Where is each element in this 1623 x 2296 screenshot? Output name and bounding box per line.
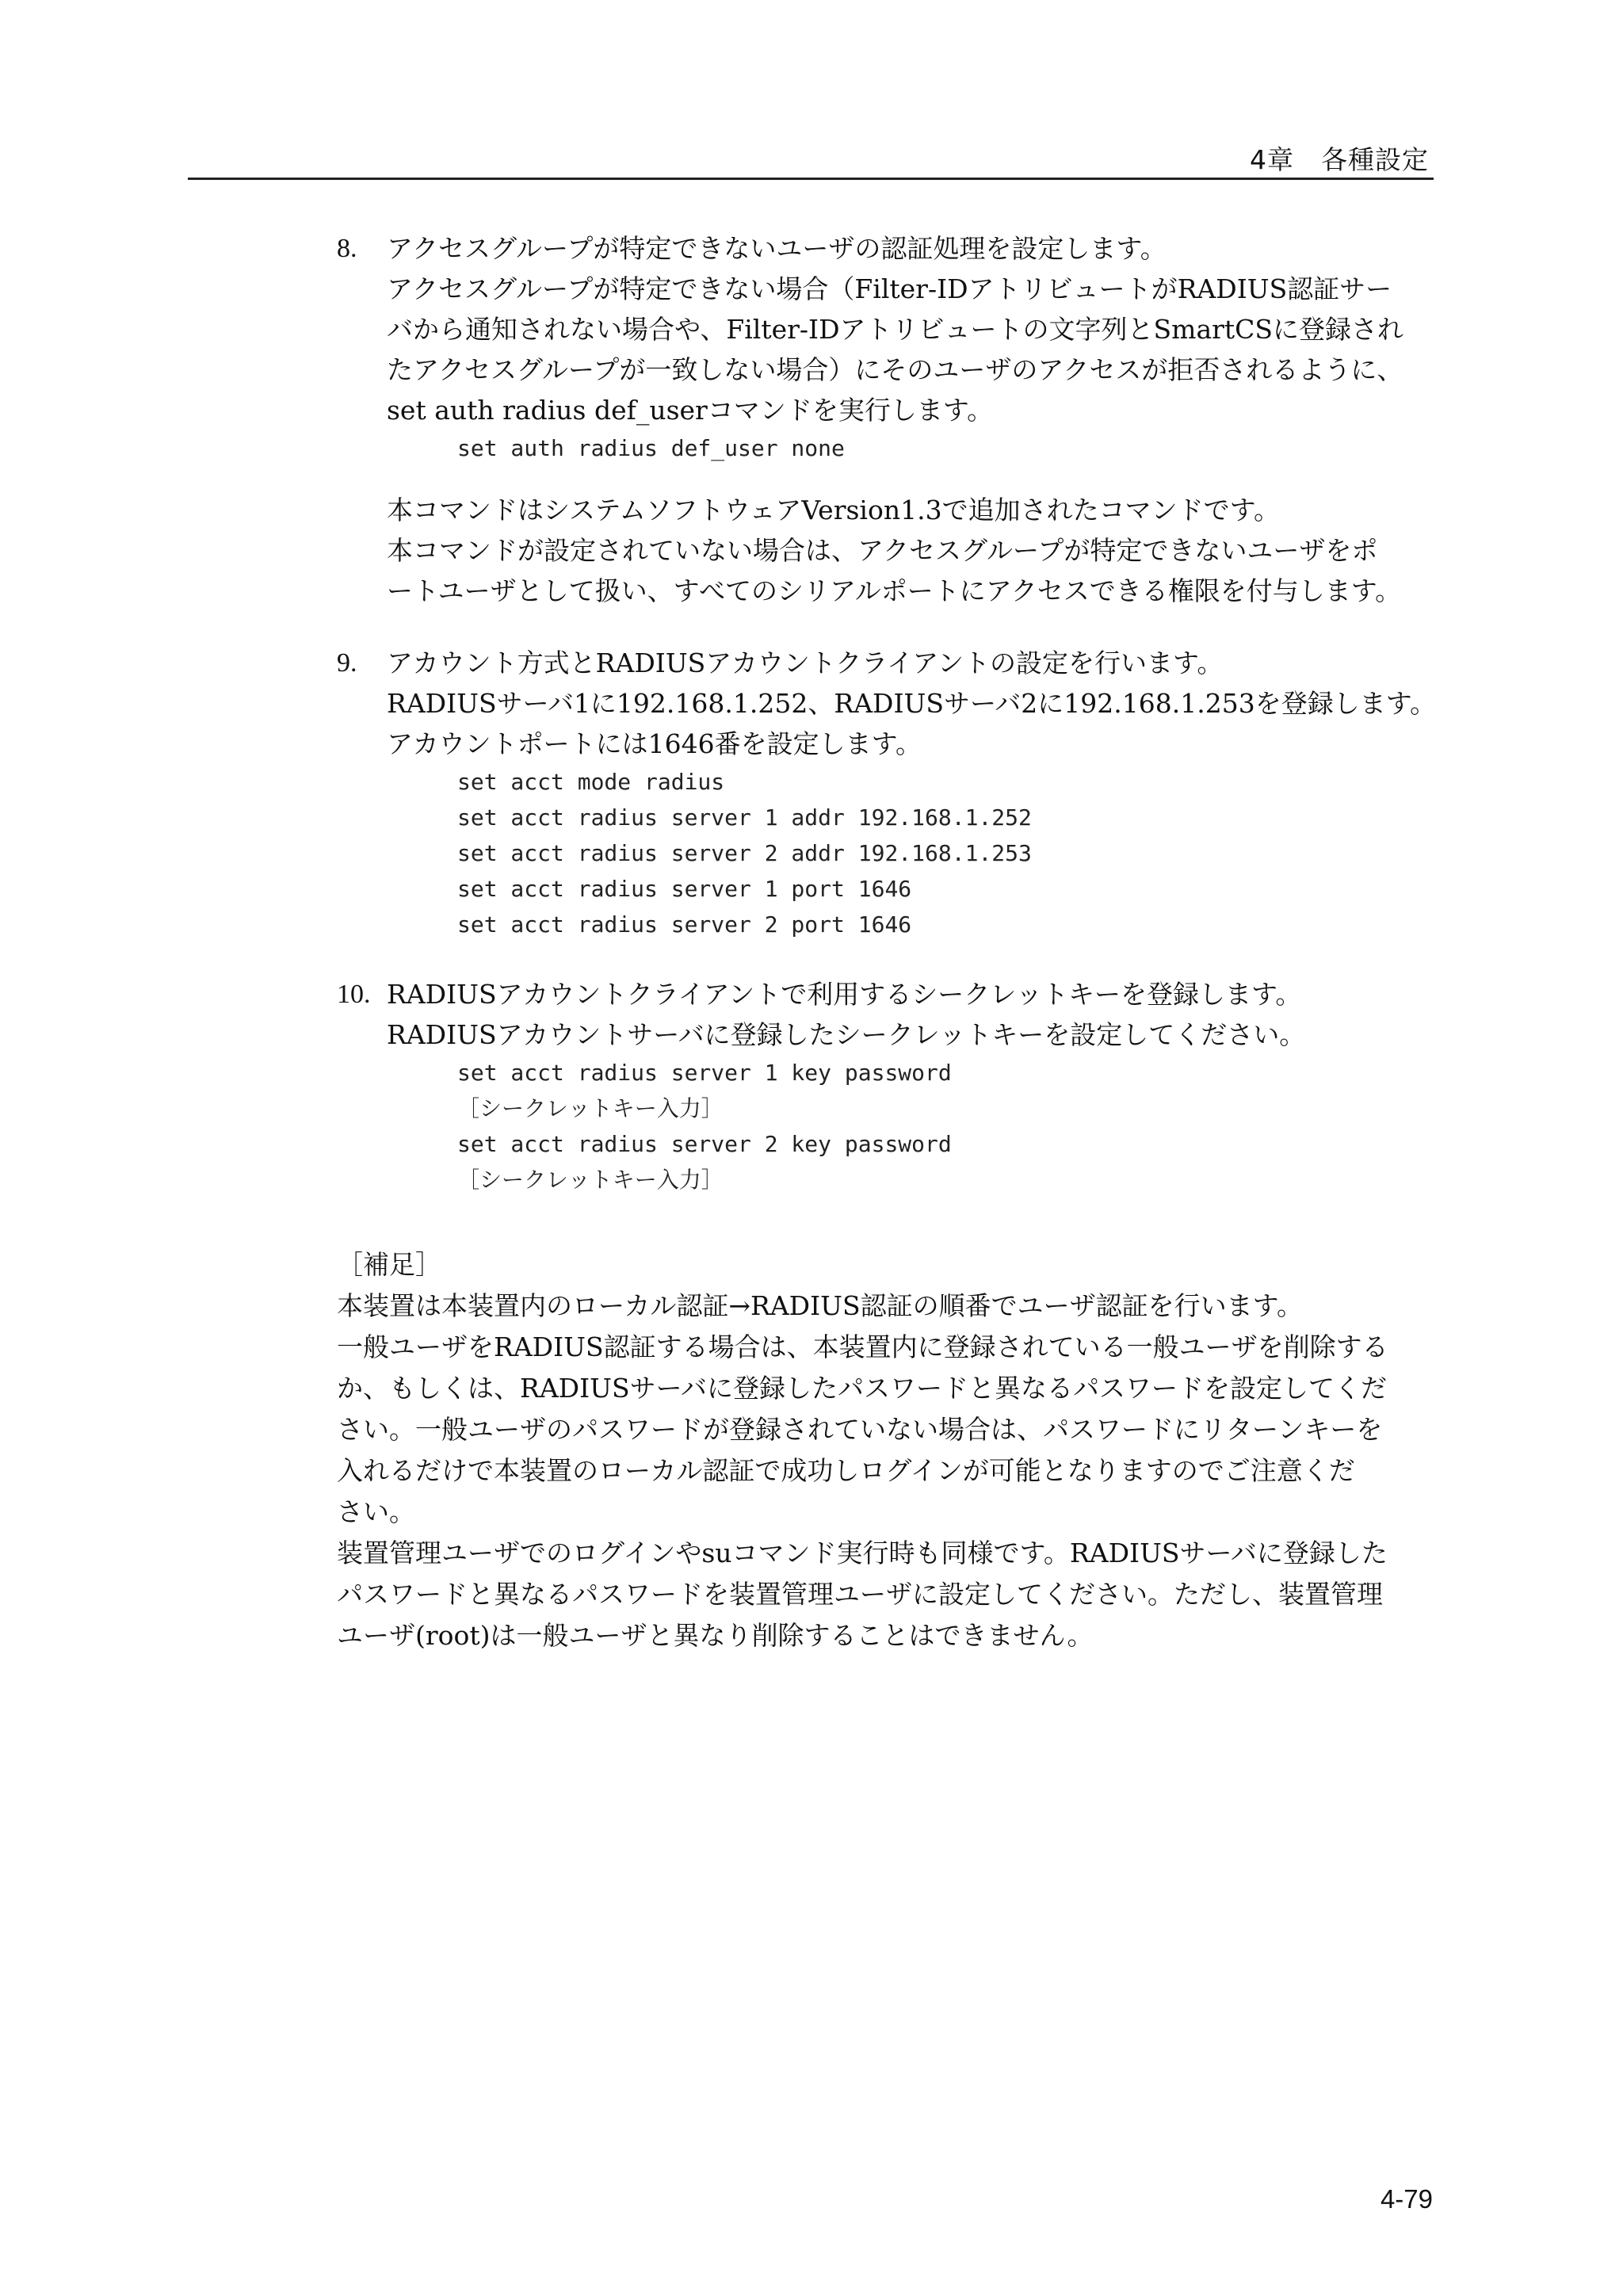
command-line: set acct mode radius <box>457 769 725 795</box>
step-text-line: バから通知されない場合や、Filter-IDアトリビュートの文字列とSmartCSに登録され <box>387 314 1404 345</box>
supplement-line: 装置管理ユーザでのログインやsuコマンド実行時も同様です。RADIUSサーバに登録した <box>337 1538 1388 1568</box>
step-number: 10. <box>337 980 371 1009</box>
chapter-header: 4章 各種設定 <box>1250 144 1429 175</box>
supplement-line: パスワードと異なるパスワードを装置管理ユーザに設定してください。ただし、装置管理 <box>337 1579 1383 1610</box>
header-divider <box>188 178 1434 180</box>
command-line: set acct radius server 1 addr 192.168.1.252 <box>457 804 1032 831</box>
step-text-line: RADIUSアカウントサーバに登録したシークレットキーを設定してください。 <box>387 1019 1306 1050</box>
command-line: set acct radius server 2 addr 192.168.1.253 <box>457 840 1032 866</box>
note-line: 本コマンドはシステムソフトウェアVersion1.3で追加されたコマンドです。 <box>387 495 1280 525</box>
supplement-section <box>337 1244 1446 1656</box>
step-number: 9. <box>337 648 357 678</box>
command-line: set auth radius def_user none <box>457 435 845 461</box>
supplement-line: 本装置は本装置内のローカル認証→RADIUS認証の順番でユーザ認証を行います。 <box>337 1290 1303 1321</box>
step-text-line: アカウントポートには1646番を設定します。 <box>387 728 922 759</box>
step-text-line: RADIUSサーバ1に192.168.1.252、RADIUSサーバ2に192.168.1.253を登録します。 <box>387 688 1437 719</box>
step-text-line: RADIUSアカウントクライアントで利用するシークレットキーを登録します。 <box>387 979 1302 1010</box>
supplement-line: か、もしくは、RADIUSサーバに登録したパスワードと異なるパスワードを設定してくだ <box>337 1373 1387 1404</box>
command-line: set acct radius server 1 key password <box>457 1060 952 1086</box>
note-line: 本コマンドが設定されていない場合は、アクセスグループが特定できないユーザをポ <box>387 535 1378 566</box>
supplement-line: 一般ユーザをRADIUS認証する場合は、本装置内に登録されている一般ユーザを削除する <box>337 1331 1388 1362</box>
step-text-line: たアクセスグループが一致しない場合）にそのユーザのアクセスが拒否されるように、 <box>387 354 1403 385</box>
step-text-line: set auth radius def_userコマンドを実行します。 <box>387 395 994 426</box>
supplement-heading: ［補足］ <box>337 1249 441 1280</box>
supplement-line: さい。一般ユーザのパスワードが登録されていない場合は、パスワードにリターンキーを <box>337 1414 1383 1445</box>
step-9 <box>337 643 1446 942</box>
supplement-line: ユーザ(root)は一般ユーザと異なり削除することはできません。 <box>337 1620 1094 1651</box>
step-number: 8. <box>337 234 357 263</box>
main-content <box>337 228 1446 1198</box>
step-text-line: アカウント方式とRADIUSアカウントクライアントの設定を行います。 <box>387 648 1224 678</box>
supplement-line: 入れるだけで本装置のローカル認証で成功しログインが可能となりますのでご注意くだ <box>337 1455 1355 1486</box>
command-line: set acct radius server 2 key password <box>457 1131 952 1157</box>
command-line: set acct radius server 1 port 1646 <box>457 876 912 902</box>
step-8 <box>337 228 1446 611</box>
command-line: ［シークレットキー入力］ <box>457 1095 724 1121</box>
step-text-line: アクセスグループが特定できないユーザの認証処理を設定します。 <box>387 233 1167 264</box>
step-text-line: アクセスグループが特定できない場合（Filter-IDアトリビュートがRADIUS認証サー <box>387 273 1392 304</box>
note-line: ートユーザとして扱い、すべてのシリアルポートにアクセスできる権限を付与します。 <box>387 575 1402 606</box>
command-line: ［シークレットキー入力］ <box>457 1167 724 1193</box>
step-10 <box>337 974 1446 1198</box>
supplement-line: さい。 <box>337 1496 415 1527</box>
page-number: 4-79 <box>1380 2184 1433 2214</box>
command-line: set acct radius server 2 port 1646 <box>457 911 912 938</box>
